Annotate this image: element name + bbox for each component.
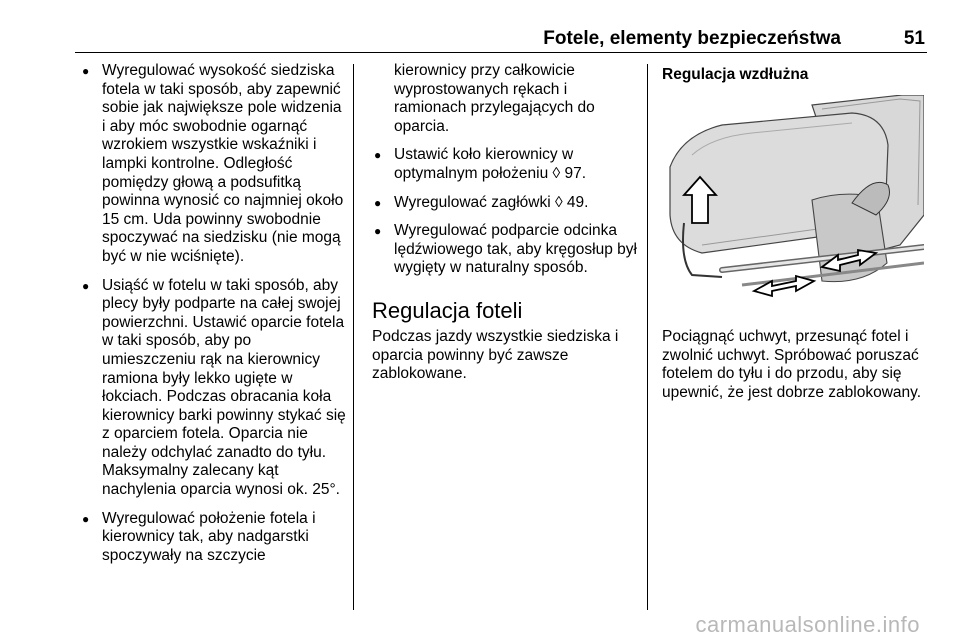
header-title: Fotele, elementy bezpieczeństwa xyxy=(543,28,841,49)
seat-adjustment-illustration xyxy=(662,95,924,307)
list-item: ● Ustawić koło kierownicy w optymalnym położeniu ◊ 97. xyxy=(372,146,638,183)
subheading: Regulacja wzdłużna xyxy=(662,66,809,83)
column-left xyxy=(80,62,348,575)
watermark: carmanualsonline.info xyxy=(695,612,920,637)
section-title: Regulacja foteli xyxy=(372,297,523,323)
instruction-text: Pociągnąć uchwyt, przesunąć fotel i zwolnić uchwyt. Spróbować poruszać fotelem do tyłu i do przodu, aby się upewnić, że jest dobrze zablokowany. xyxy=(662,328,922,401)
list-item: ● Usiąść w fotelu w taki sposób, aby plecy były podparte na całej swojej powierzchni. Ustawić oparcie fotela w taki sposób, aby po umieszczeniu rąk na kierownicy ramiona były lekko ugięte w łokciach. Podczas obracania koła kierownicy barki powinny stykać się z oparciem fotela. Oparcia nie należy odchylać zanadto do tyłu. Maksymalny zalecany kąt nachylenia oparcia wynosi ok. 25°. xyxy=(80,277,348,500)
bullet-list xyxy=(372,146,638,278)
list-item: ● Wyregulować zagłówki ◊ 49. xyxy=(372,194,638,213)
list-item: ● Wyregulować wysokość siedziska fotela w taki sposób, aby zapewnić sobie jak największe pole widzenia i aby móc swobodnie ogarnąć wzrokiem wszystkie wskaźniki i lampki kontrolne. Odległość pomiędzy głową a podsufitką powinna wynosić co najmniej około 15 cm. Uda powinny swobodnie spoczywać na siedzisku (nie mogą być w nie wciśnięte). xyxy=(80,62,348,267)
section-body: Podczas jazdy wszystkie siedziska i oparcia powinny być zawsze zablokowane. xyxy=(372,327,619,383)
column-middle xyxy=(372,62,638,384)
list-item: ● Wyregulować położenie fotela i kierownicy tak, aby nadgarstki spoczywały na szczycie xyxy=(80,510,348,566)
page-header xyxy=(75,28,927,53)
column-divider xyxy=(353,64,354,610)
continued-text: kierownicy przy całkowicie wyprostowanych rękach i ramionach przylegających do oparcia. xyxy=(394,62,595,135)
page-number: 51 xyxy=(903,28,925,49)
list-item: ● Wyregulować podparcie odcinka lędźwiowego tak, aby kręgosłup był wygięty w naturalny sposób. xyxy=(372,222,638,278)
column-divider xyxy=(647,64,648,610)
bullet-list xyxy=(80,62,348,565)
column-right xyxy=(662,62,932,403)
